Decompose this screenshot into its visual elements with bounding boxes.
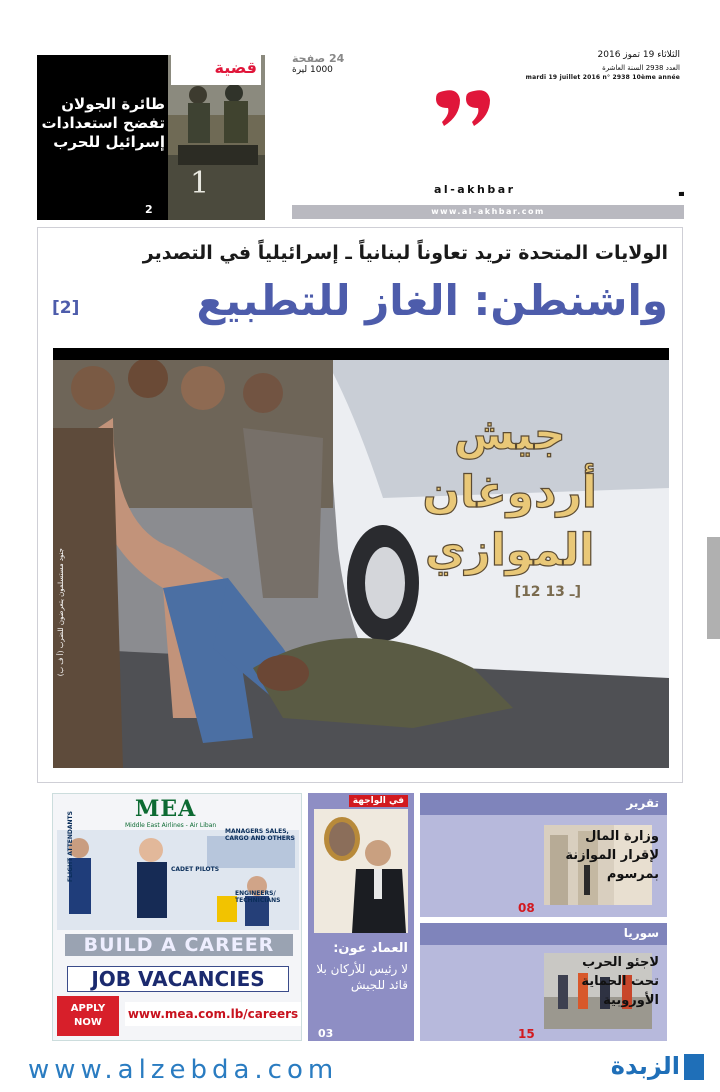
teaser-tag: قضية <box>171 53 261 85</box>
main-page-ref: [2] <box>52 298 80 318</box>
hero-title[interactable] <box>423 406 597 580</box>
mea-logo: MEA <box>135 796 197 822</box>
ad-role: FLIGHT ATTENDANTS <box>67 811 74 882</box>
hero-top-bar <box>53 348 669 360</box>
sidebar-title: وزارة المال لإقرار الموازنة بمرسوم <box>565 829 659 882</box>
main-kicker[interactable]: الولايات المتحدة تريد تعاوناً لبنانياً ـ إسرائيلياً في التصدير <box>142 242 668 264</box>
price: 1000 ليرة <box>292 65 333 75</box>
svg-text:1: 1 <box>190 166 210 201</box>
facade-title: العماد عون: <box>333 941 408 956</box>
facade-page-number: 03 <box>318 1027 334 1040</box>
facade-photo <box>314 809 408 933</box>
scroll-tab[interactable] <box>707 537 720 639</box>
mea-subtitle: Middle East Airlines - Air Liban <box>125 822 217 829</box>
hero-title-line: جيش <box>453 409 566 460</box>
sidebar-header <box>420 793 667 815</box>
footer-brand-mark-icon <box>684 1054 704 1080</box>
hero-caption: جنود مستسلمون يتعرضون للضرب (أ ف ب) <box>57 548 65 677</box>
sidebar-story-report[interactable] <box>420 793 667 917</box>
ad-job-vacancies: JOB VACANCIES <box>67 966 289 992</box>
ad-role: ENGINEERS/ TECHNICIANS <box>235 890 281 904</box>
ad-build-career: BUILD A CAREER <box>65 934 293 956</box>
issue-number: العدد 2938 السنة العاشرة <box>602 64 680 72</box>
sidebar-story-syria[interactable] <box>420 923 667 1041</box>
website-link[interactable]: www.al-akhbar.com <box>292 205 684 219</box>
ad-role: CADET PILOTS <box>171 866 220 873</box>
ad-apply-now-button[interactable]: APPLY NOW <box>57 996 119 1036</box>
sidebar-tag: سوريا <box>623 926 659 940</box>
sidebar-page-number: 15 <box>518 1027 535 1041</box>
mea-advertisement[interactable] <box>52 793 302 1041</box>
french-date: mardi 19 juillet 2016 n° 2938 10ème année <box>525 74 680 81</box>
logo-text <box>679 78 684 196</box>
teaser-page-number: 2 <box>145 203 153 216</box>
hero-photo <box>53 348 669 768</box>
teaser-headline[interactable]: طائرة الجولان تفضح استعدادات إسرائيل للحرب <box>41 95 165 151</box>
latin-name: al-akhbar <box>434 183 516 196</box>
main-story <box>37 227 683 783</box>
footer-url-link[interactable]: www.alzebda.com <box>28 1055 339 1085</box>
ad-crew-illustration <box>57 830 299 930</box>
hero-title-line: أردوغان <box>422 467 597 518</box>
hero-title-line: الموازي <box>425 525 595 576</box>
sidebar-header <box>420 923 667 945</box>
facade-column[interactable] <box>308 793 414 1041</box>
teaser-box[interactable] <box>37 55 265 220</box>
footer-brand: الزبدة <box>610 1052 680 1080</box>
page-count: 24 صفحة <box>292 52 345 65</box>
facade-tag: في الواجهة <box>349 795 408 807</box>
quote-mark-icon <box>432 86 502 130</box>
issue-date: الثلاثاء 19 تموز 2016 <box>597 50 680 60</box>
main-headline[interactable]: واشنطن: الغاز للتطبيع <box>196 276 668 325</box>
ad-role: MANAGERS SALES, CARGO AND OTHERS <box>225 828 295 842</box>
facade-text: لا رئيس للأركان بلا قائد للجيش <box>316 962 408 992</box>
masthead <box>292 40 684 222</box>
hero-page-ref: [12 ـ 13] <box>514 584 581 600</box>
sidebar-tag: تقرير <box>626 796 659 810</box>
ad-url-link[interactable]: www.mea.com.lb/careers <box>125 1002 301 1026</box>
sidebar-title: لاجئو الحرب تحت الحماية الأوروبية <box>581 955 659 1008</box>
sidebar-page-number: 08 <box>518 901 535 915</box>
